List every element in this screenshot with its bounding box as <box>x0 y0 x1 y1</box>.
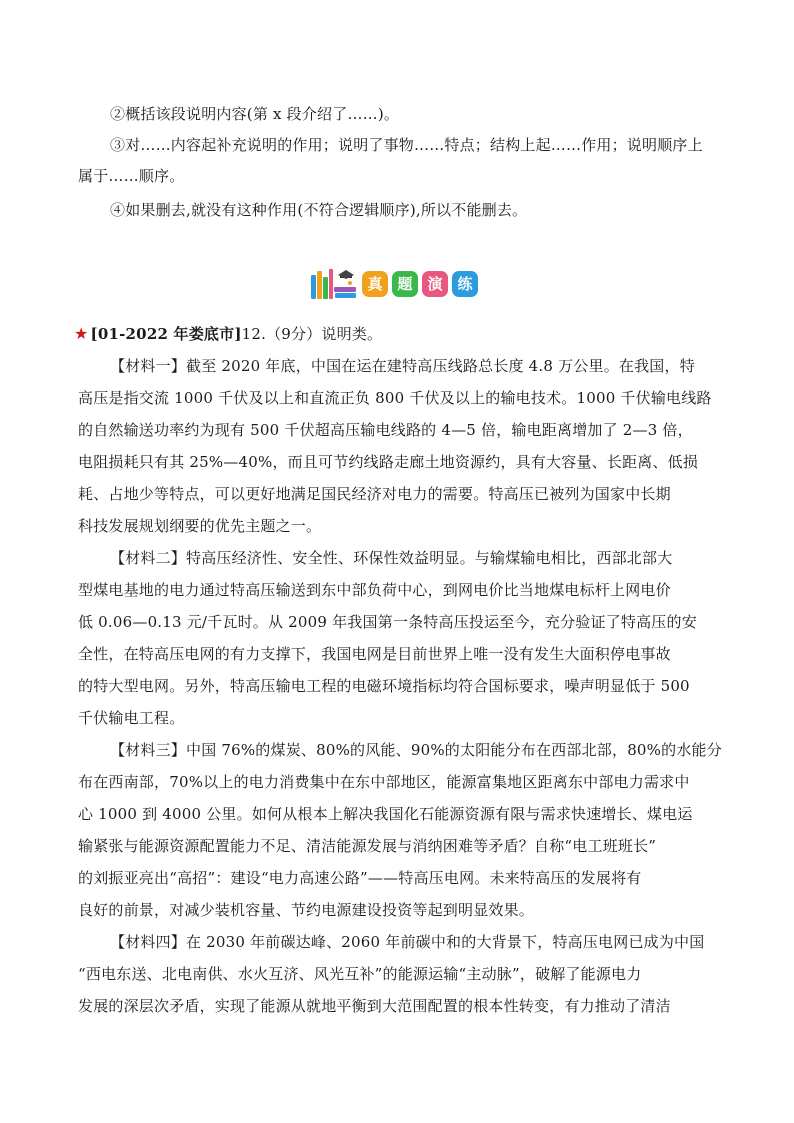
material1-line-1: 【材料一】截至 2020 年底，中国在运在建特高压线路总长度 4.8 万公里。在我国，特 <box>110 357 695 375</box>
material2-line-5: 的特大型电网。另外，特高压输电工程的电磁环境指标均符合国标要求，噪声明显低于 500 <box>78 677 690 695</box>
material3-line-5: 的刘振亚亮出“高招”：建设“电力高速公路”——特高压电网。未来特高压的发展将有 <box>78 869 642 887</box>
banner-char-2: 题 <box>392 271 418 297</box>
material1-line-2: 高压是指交流 1000 千伏及以上和直流正负 800 千伏及以上的输电技术。1000 千伏输电线路 <box>78 389 712 407</box>
section-banner <box>310 267 478 301</box>
books-icon <box>310 267 358 301</box>
material1-line-6: 科技发展规划纲要的优先主题之一。 <box>78 517 322 535</box>
material3-line-4: 输紧张与能源资源配置能力不足、清洁能源发展与消纳困难等矛盾？自称“电工班班长” <box>78 837 657 855</box>
material3-line-3: 心 1000 到 4000 公里。如何从根本上解决我国化石能源资源有限与需求快速增长、煤电运 <box>78 805 693 823</box>
star-icon: ★ <box>74 324 89 343</box>
question-title: 12.（9分）说明类。 <box>241 325 383 343</box>
material4-line-2: “西电东送、北电南供、水火互济、风光互补”的能源运输“主动脉”，破解了能源电力 <box>78 965 642 983</box>
banner-char-1: 真 <box>362 271 388 297</box>
material1-line-4: 电阻损耗只有其 25%—40%，而且可节约线路走廊土地资源约，具有大容量、长距离、低损 <box>78 453 699 471</box>
material3-line-1: 【材料三】中国 76%的煤炭、80%的风能、90%的太阳能分布在西部北部，80%的水能分 <box>110 741 722 759</box>
material2-line-2: 型煤电基地的电力通过特高压输送到东中部负荷中心，到网电价比当地煤电标杆上网电价 <box>78 581 671 599</box>
material4-line-1: 【材料四】在 2030 年前碳达峰、2060 年前碳中和的大背景下，特高压电网已成为中国 <box>110 933 705 951</box>
tip-item-3-line-1: ③对……内容起补充说明的作用；说明了事物……特点；结构上起……作用；说明顺序上 <box>110 136 703 154</box>
material3-line-2: 布在西南部，70%以上的电力消费集中在东中部地区，能源富集地区距离东中部电力需求中 <box>78 773 690 791</box>
tip-item-3-line-2: 属于……顺序。 <box>78 167 185 185</box>
tip-item-2: ②概括该段说明内容(第 x 段介绍了……)。 <box>110 105 400 123</box>
material4-line-3: 发展的深层次矛盾，实现了能源从就地平衡到大范围配置的根本性转变，有力推动了清洁 <box>78 997 671 1015</box>
material2-line-4: 全性，在特高压电网的有力支撑下，我国电网是目前世界上唯一没有发生大面积停电事故 <box>78 645 671 663</box>
material1-line-5: 耗、占地少等特点，可以更好地满足国民经济对电力的需要。特高压已被列为国家中长期 <box>78 485 671 503</box>
banner-char-4: 练 <box>452 271 478 297</box>
material2-line-3: 低 0.06—0.13 元/千瓦时。从 2009 年我国第一条特高压投运至今，充分验证了特高压的安 <box>78 613 697 631</box>
question-source: [01-2022 年娄底市] <box>90 325 242 343</box>
question-header <box>74 324 382 344</box>
material3-line-6: 良好的前景，对减少装机容量、节约电源建设投资等起到明显效果。 <box>78 901 535 919</box>
banner-char-3: 演 <box>422 271 448 297</box>
tip-item-4: ④如果删去,就没有这种作用(不符合逻辑顺序),所以不能删去。 <box>110 201 528 219</box>
material2-line-6: 千伏输电工程。 <box>78 709 185 727</box>
material1-line-3: 的自然输送功率约为现有 500 千伏超高压输电线路的 4—5 倍，输电距离增加了 2—3 倍， <box>78 421 693 439</box>
material2-line-1: 【材料二】特高压经济性、安全性、环保性效益明显。与输煤输电相比，西部北部大 <box>110 549 673 567</box>
